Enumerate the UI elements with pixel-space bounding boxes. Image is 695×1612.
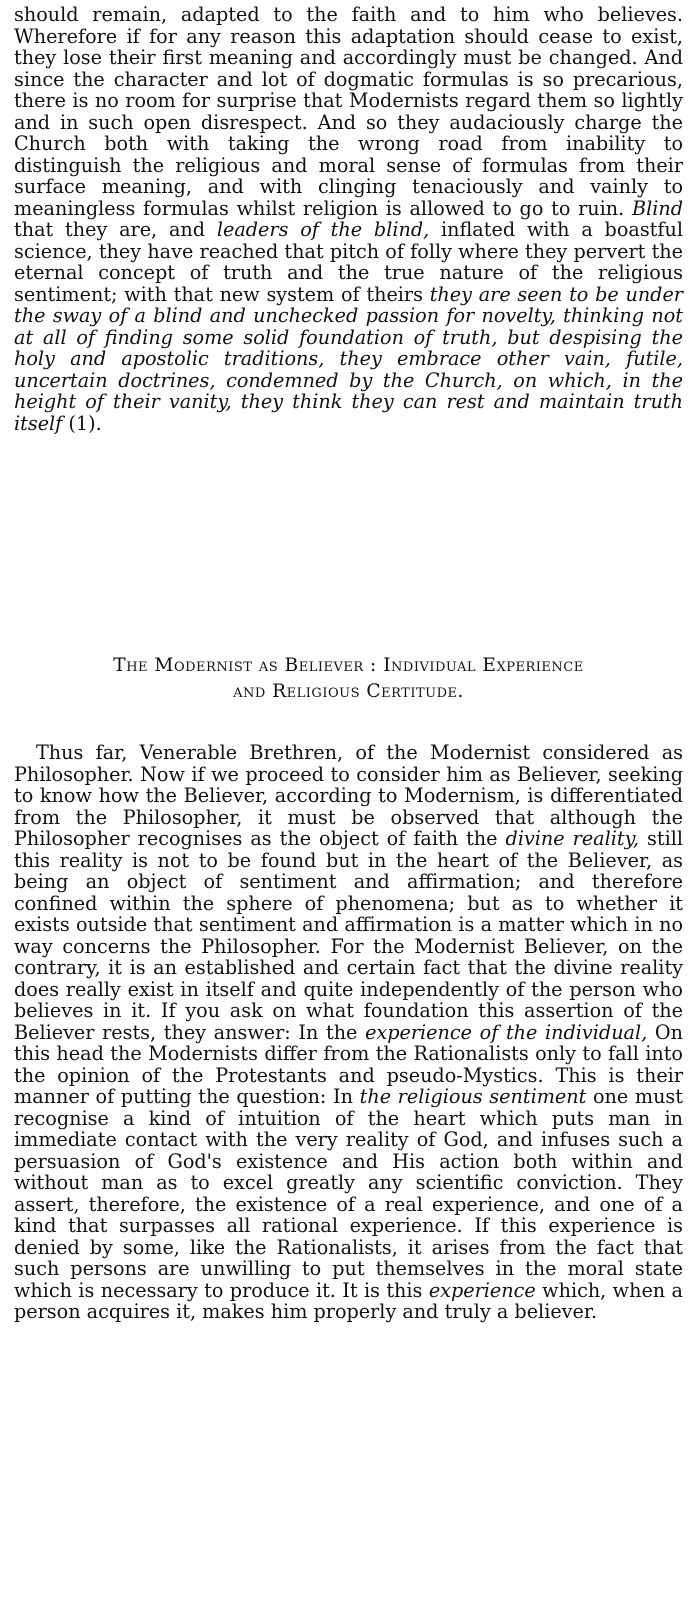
text-run: inflated with a boastful science, they have reached that pitch of folly where they pervert the eternal concept of truth and the true nature of the religious sentiment; with that new system of theirs [14,218,683,306]
text-run: one must recognise a kind of intuition of the heart which puts man in immediate contact with the very reality of God, and infuses such a persuasion of God's existence and His action both within and without man as to excel greatly any scientific conviction. They assert, therefore, the existence of a real experience, and one of a kind that surpasses all rational experience. If this experience is denied by some, like the Rationalists, it arises from the fact that such persons are unwilling to put themselves in the moral state which is necessary to produce it. It is this [14,1085,683,1302]
italic-run: divine reality, [505,827,639,850]
footnote-reference: (1). [68,411,102,435]
text-run: Thus far, Venerable Brethren, of the Modernist considered as Philosopher. Now if we proceed to consider him as Believer, seeking to know how the Believer, according to Modernism, is differentiated from the Philosopher, it must be observed that although the Philosopher recognises as the object of faith the [14,741,683,850]
italic-run: experience of the individual, [365,1020,648,1044]
text-run: should remain, adapted to the faith and to him who believes. Wherefore if for any reason this adaptation should cease to exist, they lose their first meaning and accordingly must be changed. And since the character and lot of dogmatic formulas is so precarious, there is no room for surprise that Modernists regard them so lightly and in such open disrespect. And so they audaciously charge the Church both with taking the wrong road from inability to distinguish the religious and moral sense of formulas from their surface meaning, and with clinging tenaciously and vainly to meaningless formulas whilst religion is allowed to go to ruin. [14,3,683,220]
italic-run: experience [428,1278,536,1302]
italic-run: the religious sentiment [359,1085,587,1108]
text-run: that they are, and [14,218,206,241]
text-run: which, when a person acquires it, makes him properly and truly a believer. [14,1278,683,1323]
italic-run: Blind [631,196,683,220]
paragraph-believer [14,742,683,1323]
italic-run: leaders of the blind, [216,218,430,241]
section-heading-line-2: and Religious Certitude. [233,681,464,702]
text-run: still this reality is not to be found but in the heart of the Believer, as being an object of sentiment and affirmation; and therefore confined within the sphere of phenomena; but as to whether it exists outside that sentiment and affirmation is a matter which in no way concerns the Philosopher. For the Modernist Believer, on the contrary, it is an established and certain fact that the divine reality does really exist in itself and quite independently of the person who believes in it. If you ask on what foundation this assertion of the Believer rests, they answer: In the [14,827,683,1044]
text-run: On this head the Modernists differ from the Rationalists only to fall into the opinion of the Protestants and pseudo-Mystics. This is their manner of putting the question: In [14,1020,683,1108]
section-heading [14,653,683,705]
section-heading-line-1: The Modernist as Believer : Individual Experience [113,655,584,676]
paragraph-continuation [14,4,683,434]
italic-quotation: they are seen to be under the sway of a blind and unchecked passion for novelty, thinking not at all of finding some solid foundation of truth, but despising the holy and apostolic traditions, they embrace other vain, futile, uncertain doctrines, condemned by the Church, on which, in the height of their vanity, they think they can rest and maintain truth itself [14,282,683,435]
